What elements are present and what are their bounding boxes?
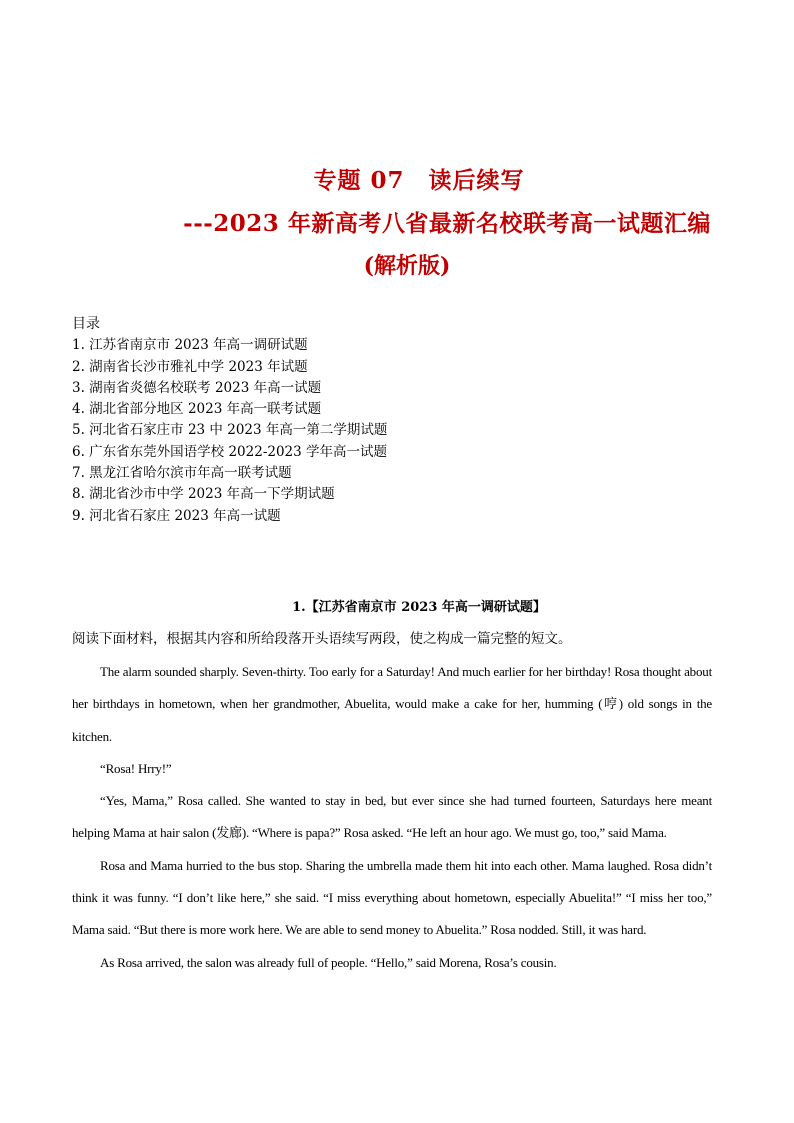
section-instruction: 阅读下面材料，根据其内容和所给段落开头语续写两段，使之构成一篇完整的短文。 [72,631,572,647]
table-of-contents [72,314,387,527]
story-paragraph: Rosa and Mama hurried to the bus stop. Sharing the umbrella made them hit into each other. Mama laughed. Rosa didn’t think it was funny. “I don’t like here,” she said. “I miss everything about hometown, especially Abuelita!” “I miss her too,” Mama said. “But there is more work here. We are able to send money to Abuelita.” Rosa nodded. Still, it was hard. [72,857,712,938]
toc-item: 2. 湖南省长沙市雅礼中学 2023 年试题 [72,358,308,375]
toc-title: 目录 [72,316,100,332]
story-paragraph: “Rosa! Hrry!” [100,760,172,776]
toc-item: 1. 江苏省南京市 2023 年高一调研试题 [72,337,308,354]
toc-item: 6. 广东省东莞外国语学校 2022-2023 学年高一试题 [72,443,388,460]
document-version-label: (解析版) [363,253,451,279]
toc-item: 3. 湖南省炎德名校联考 2023 年高一试题 [72,379,322,396]
toc-item: 8. 湖北省沙市中学 2023 年高一下学期试题 [72,486,335,503]
story-paragraph: “Yes, Mama,” Rosa called. She wanted to stay in bed, but ever since she had turned fourteen, Saturdays here meant helping Mama at hair salon (发廊). “Where is papa?” Rosa asked. “He left an hour ago. We must go, too,” said Mama. [72,793,712,841]
story-body [72,656,712,979]
document-subtitle: ---2023 年新高考八省最新名校联考高一试题汇编 [183,210,711,237]
story-paragraph: The alarm sounded sharply. Seven-thirty. Too early for a Saturday! And much earlier for her birthday! Rosa thought about her birthdays in hometown, when her grandmother, Abuelita, would make a cake for her, humming (哼) old songs in the kitchen. [72,664,712,744]
toc-item: 4. 湖北省部分地区 2023 年高一联考试题 [72,401,322,418]
toc-item: 9. 河北省石家庄 2023 年高一试题 [72,507,281,524]
document-title: 专题 07 读后续写 [313,167,525,194]
toc-item: 5. 河北省石家庄市 23 中 2023 年高一第二学期试题 [72,422,388,439]
story-paragraph: As Rosa arrived, the salon was already full of people. “Hello,” said Morena, Rosa’s cousin. [100,954,557,970]
section-title: 1.【江苏省南京市 2023 年高一调研试题】 [292,600,546,615]
toc-item: 7. 黑龙江省哈尔滨市年高一联考试题 [72,465,292,482]
